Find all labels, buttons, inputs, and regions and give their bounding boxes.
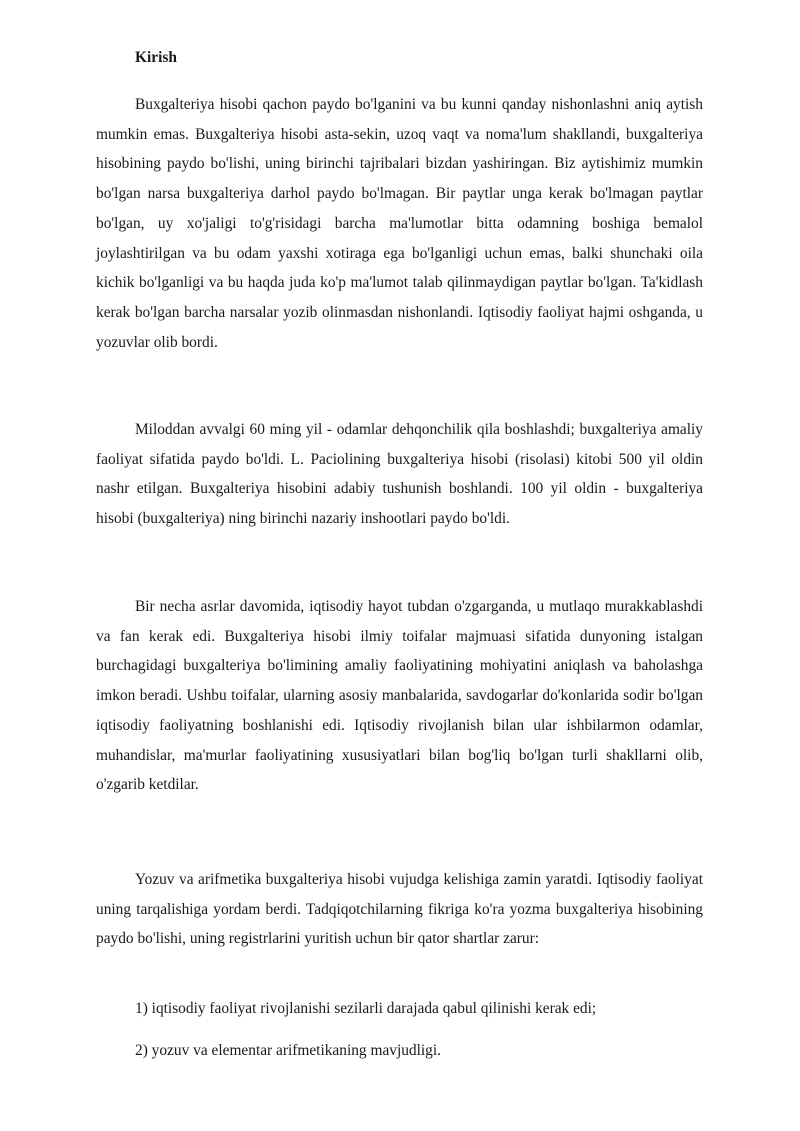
list-item-1: 1) iqtisodiy faoliyat rivojlanishi sezilarli darajada qabul qilinishi kerak edi;: [135, 1000, 597, 1017]
paragraph-2: Miloddan avvalgi 60 ming yil - odamlar dehqonchilik qila boshlashdi; buxgalteriya amaliy faoliyat sifatida paydo bo'ldi. L. Paciolining buxgalteriya hisobi (risolasi) kitobi 500 yil oldin nashr etilgan. Buxgalteriya hisobini adabiy tushunish boshlandi. 100 yil oldin - buxgalteriya hisobi (buxgalteriya) ning birinchi nazariy inshootlari paydo bo'ldi.: [96, 421, 703, 528]
paragraph-4: Yozuv va arifmetika buxgalteriya hisobi vujudga kelishiga zamin yaratdi. Iqtisodiy faoliyat uning tarqalishiga yordam berdi. Tadqiqotchilarning fikriga ko'ra yozma buxgalteriya hisobining paydo bo'lishi, uning registrlarini yuritish uchun bir qator shartlar zarur:: [96, 871, 703, 948]
section-heading: Kirish: [135, 49, 177, 66]
list-item-2: 2) yozuv va elementar arifmetikaning mavjudligi.: [135, 1042, 442, 1059]
paragraph-3: Bir necha asrlar davomida, iqtisodiy hayot tubdan o'zgarganda, u mutlaqo murakkablashdi va fan kerak edi. Buxgalteriya hisobi ilmiy toifalar majmuasi sifatida dunyoning istalgan burchagidagi buxgalteriya bo'limining amaliy faoliyatining mohiyatini aniqlash va baholashga imkon beradi. Ushbu toifalar, ularning asosiy manbalarida, savdogarlar do'konlarida sodir bo'lgan iqtisodiy faoliyatning boshlanishi edi. Iqtisodiy rivojlanish bilan ular ishbilarmon odamlar, muhandislar, ma'murlar faoliyatining xususiyatlari bilan bog'liq bo'lgan turli shakllarni olib, o'zgarib ketdilar.: [96, 598, 703, 794]
paragraph-1: Buxgalteriya hisobi qachon paydo bo'lganini va bu kunni qanday nishonlashni aniq aytish mumkin emas. Buxgalteriya hisobi asta-sekin, uzoq vaqt va noma'lum shakllandi, buxgalteriya hisobining paydo bo'lishi, uning birinchi tajribalari bizdan yashiringan. Biz aytishimiz mumkin bo'lgan narsa buxgalteriya darhol paydo bo'lmagan. Bir paytlar unga kerak bo'lmagan paytlar bo'lgan, uy xo'jaligi to'g'risidagi barcha ma'lumotlar bitta odamning boshiga bemalol joylashtirilgan va bu odam yaxshi xotiraga ega bo'lganligi uchun emas, balki shunchaki oila kichik bo'lganligi va bu haqda juda ko'p ma'lumot talab qilinmaydigan paytlar bo'lgan. Ta'kidlash kerak bo'lgan barcha narsalar yozib olinmasdan nishonlandi. Iqtisodiy faoliyat hajmi oshganda, u yozuvlar olib bordi.: [96, 96, 703, 351]
